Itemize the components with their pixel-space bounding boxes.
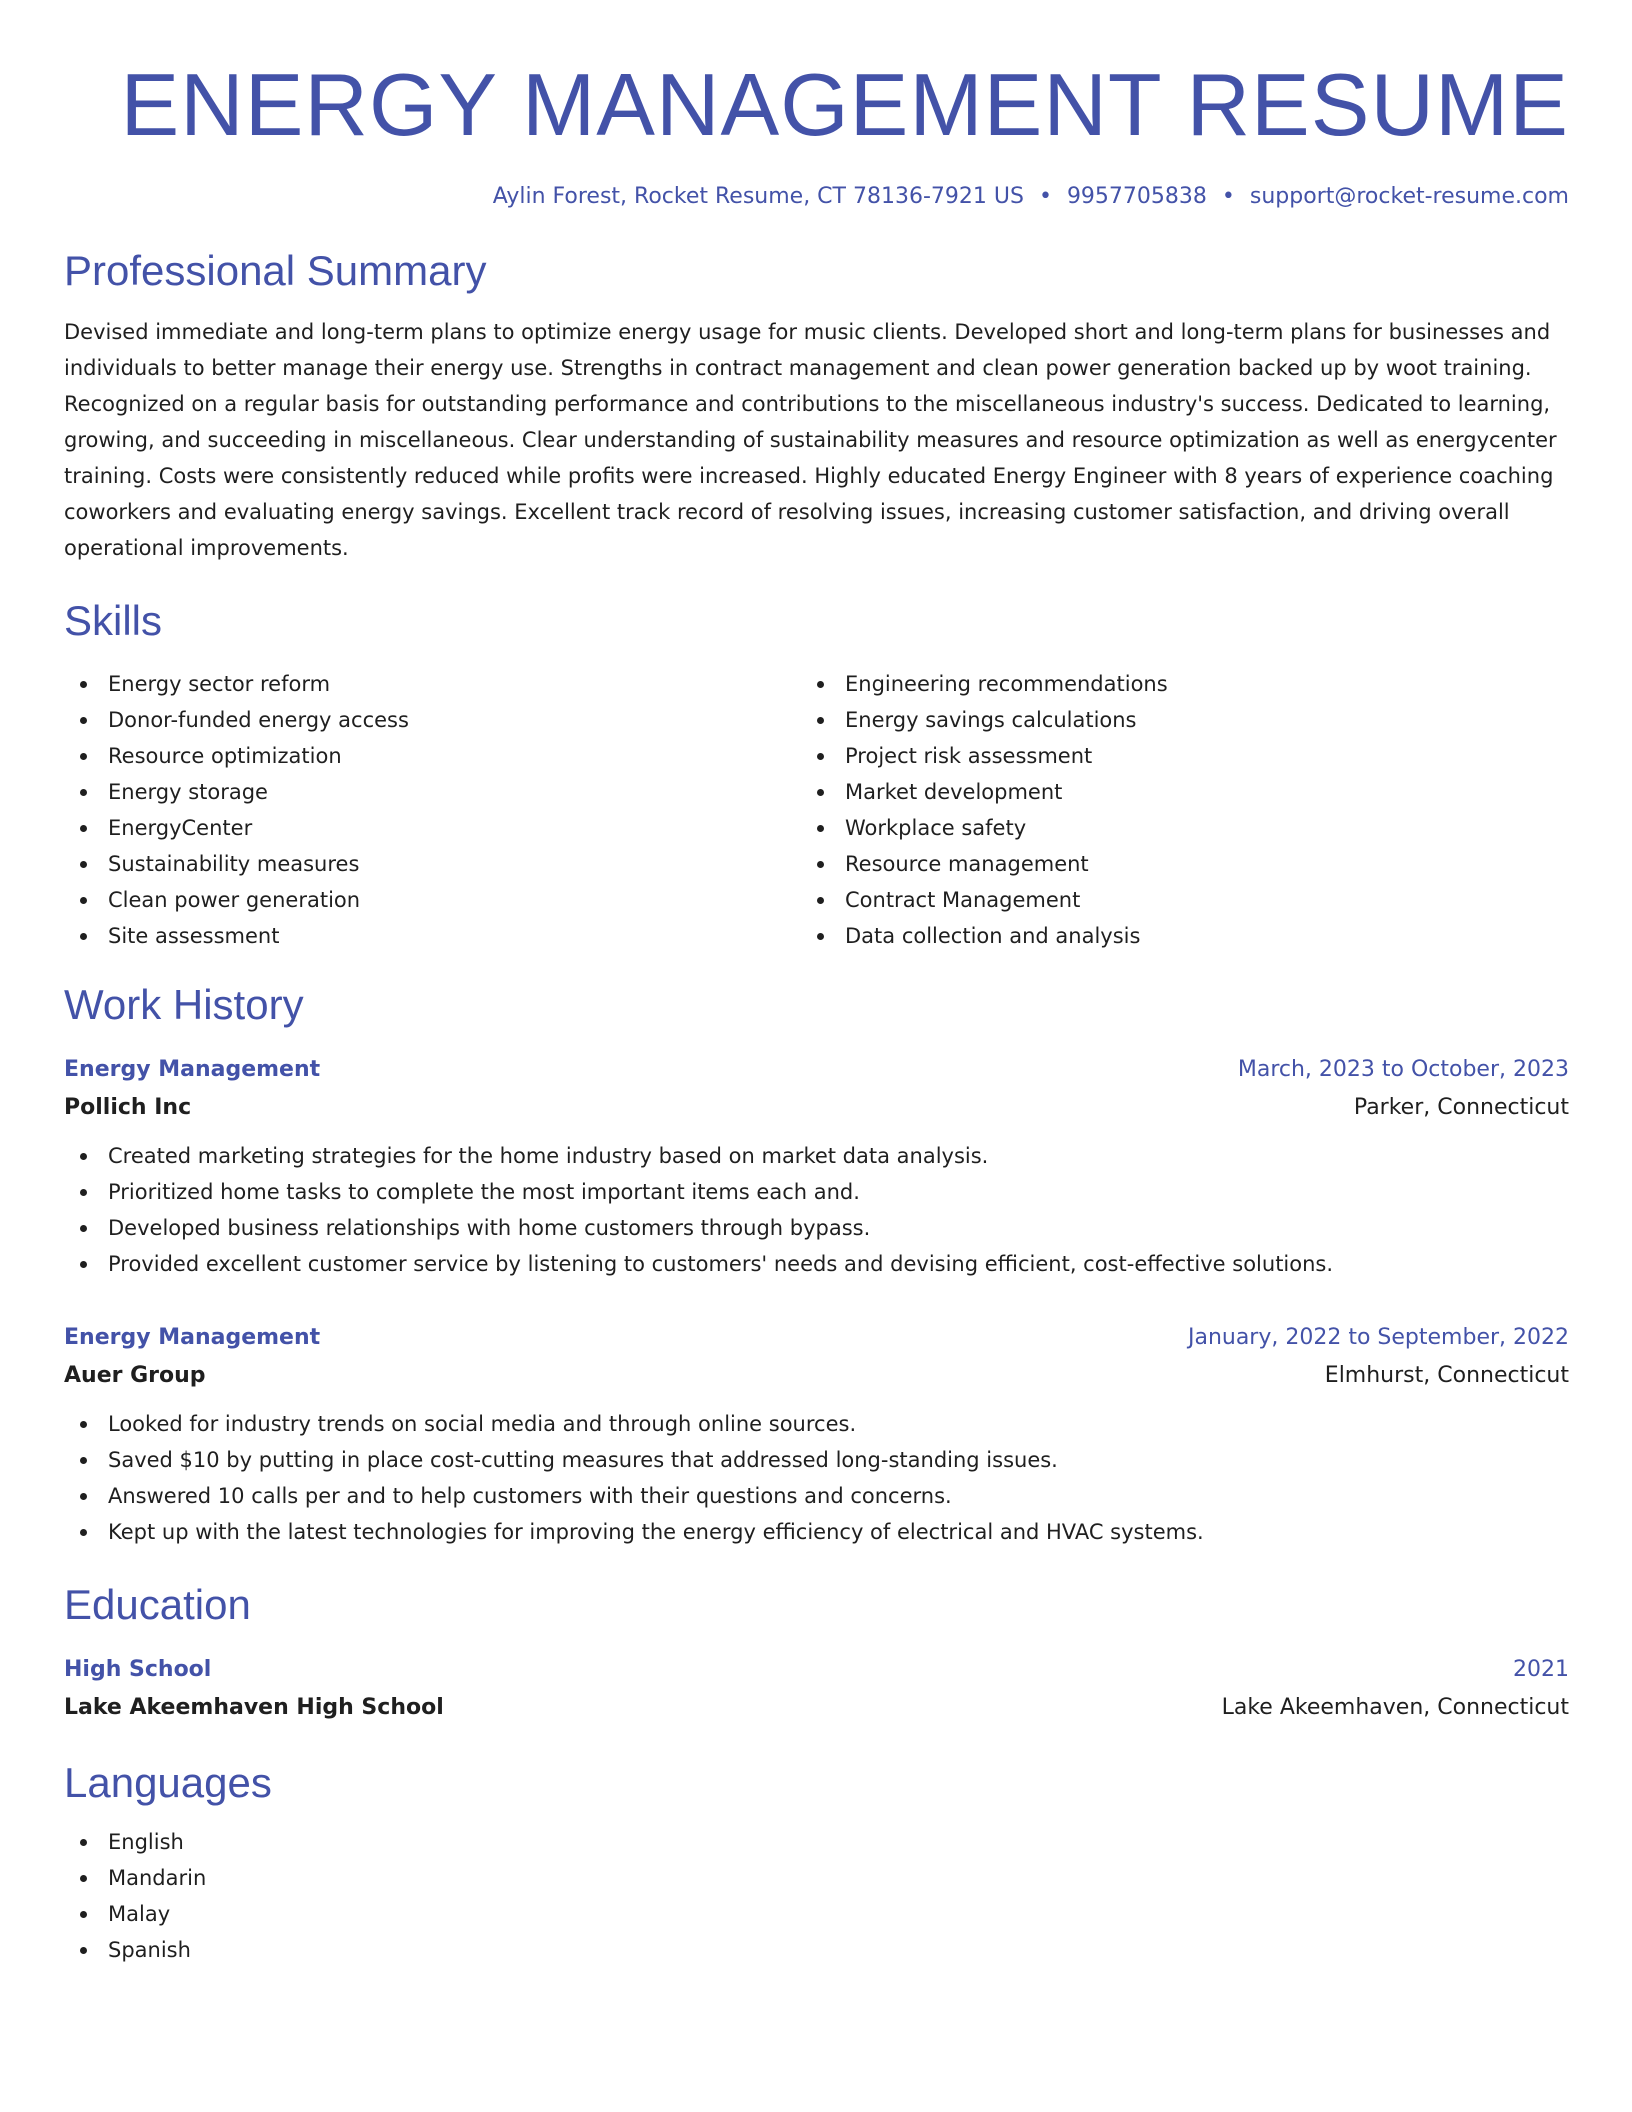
work-history-section bbox=[64, 980, 1569, 1550]
job-bullet: Provided excellent customer service by listening to customers' needs and devising efficient, cost-effective solutions. bbox=[64, 1246, 1569, 1282]
education-school-row bbox=[64, 1688, 1569, 1728]
professional-summary-section bbox=[64, 246, 1569, 566]
language-item: English bbox=[64, 1824, 1569, 1860]
skill-item: Site assessment bbox=[64, 918, 801, 954]
skill-item: Energy storage bbox=[64, 774, 801, 810]
skills-list-right bbox=[801, 666, 1538, 954]
skills-list-left bbox=[64, 666, 801, 954]
job-company: Pollich Inc bbox=[64, 1095, 192, 1120]
skill-item: Project risk assessment bbox=[801, 738, 1538, 774]
section-heading-summary: Professional Summary bbox=[64, 247, 487, 294]
job-bullet: Developed business relationships with home customers through bypass. bbox=[64, 1210, 1569, 1246]
skill-item: EnergyCenter bbox=[64, 810, 801, 846]
job-bullets bbox=[64, 1138, 1569, 1282]
skills-column-right bbox=[801, 666, 1538, 954]
education-year: 2021 bbox=[1513, 1657, 1569, 1682]
section-heading-skills: Skills bbox=[64, 597, 163, 644]
education-entry bbox=[64, 1652, 1569, 1728]
contact-separator: • bbox=[1221, 184, 1235, 209]
job-location: Elmhurst, Connecticut bbox=[1324, 1363, 1569, 1388]
skill-item: Data collection and analysis bbox=[801, 918, 1538, 954]
skill-item: Energy sector reform bbox=[64, 666, 801, 702]
summary-text: Devised immediate and long-term plans to optimize energy usage for music clients. Developed short and long-term plans for businesses and individuals to better manage their energy use. Strengths in contract management and clean power generation backed up by woot training. Recognized on a regular basis for outstanding performance and contributions to the miscellaneous industry's success. Dedicated to learning, growing, and succeeding in miscellaneous. Clear understanding of sustainability measures and resource optimization as well as energycenter training. Costs were consistently reduced while profits were increased. Highly educated Energy Engineer with 8 years of experience coaching coworkers and evaluating energy savings. Excellent track record of resolving issues, increasing customer satisfaction, and driving overall operational improvements. bbox=[64, 320, 1557, 560]
education-degree: High School bbox=[64, 1657, 212, 1682]
job-location: Parker, Connecticut bbox=[1353, 1095, 1569, 1120]
job-bullet: Prioritized home tasks to complete the most important items each and. bbox=[64, 1174, 1569, 1210]
job-company: Auer Group bbox=[64, 1363, 206, 1388]
resume-header bbox=[64, 50, 1569, 212]
skills-column-left bbox=[64, 666, 801, 954]
education-school: Lake Akeemhaven High School bbox=[64, 1695, 444, 1720]
section-heading-languages: Languages bbox=[64, 1759, 272, 1806]
skill-item: Market development bbox=[801, 774, 1538, 810]
job-role: Energy Management bbox=[64, 1057, 321, 1082]
education-degree-row bbox=[64, 1652, 1569, 1688]
job-role-row bbox=[64, 1052, 1569, 1088]
skill-item: Resource optimization bbox=[64, 738, 801, 774]
language-item: Malay bbox=[64, 1896, 1569, 1932]
skill-item: Sustainability measures bbox=[64, 846, 801, 882]
contact-email[interactable]: support@rocket-resume.com bbox=[1249, 184, 1569, 209]
job-company-row bbox=[64, 1356, 1569, 1396]
job-role-row bbox=[64, 1320, 1569, 1356]
contact-separator: • bbox=[1038, 184, 1052, 209]
skill-item: Energy savings calculations bbox=[801, 702, 1538, 738]
job-entry bbox=[64, 1052, 1569, 1282]
job-bullet: Looked for industry trends on social media and through online sources. bbox=[64, 1406, 1569, 1442]
job-entry bbox=[64, 1320, 1569, 1550]
job-dates: March, 2023 to October, 2023 bbox=[1237, 1057, 1569, 1082]
skill-item: Engineering recommendations bbox=[801, 666, 1538, 702]
skill-item: Clean power generation bbox=[64, 882, 801, 918]
job-bullets bbox=[64, 1406, 1569, 1550]
job-bullet: Answered 10 calls per and to help customers with their questions and concerns. bbox=[64, 1478, 1569, 1514]
contact-line bbox=[64, 182, 1569, 212]
skill-item: Donor-funded energy access bbox=[64, 702, 801, 738]
skill-item: Workplace safety bbox=[801, 810, 1538, 846]
languages-section bbox=[64, 1758, 1569, 1968]
skill-item: Contract Management bbox=[801, 882, 1538, 918]
skills-section bbox=[64, 596, 1569, 954]
job-role: Energy Management bbox=[64, 1325, 321, 1350]
languages-list bbox=[64, 1824, 1569, 1968]
education-section bbox=[64, 1580, 1569, 1728]
skill-item: Resource management bbox=[801, 846, 1538, 882]
resume-title: ENERGY MANAGEMENT RESUME bbox=[120, 55, 1569, 154]
job-company-row bbox=[64, 1088, 1569, 1128]
language-item: Mandarin bbox=[64, 1860, 1569, 1896]
education-location: Lake Akeemhaven, Connecticut bbox=[1221, 1695, 1569, 1720]
section-heading-education: Education bbox=[64, 1581, 251, 1628]
job-bullet: Kept up with the latest technologies for improving the energy efficiency of electrical and HVAC systems. bbox=[64, 1514, 1569, 1550]
skills-grid bbox=[64, 666, 1569, 954]
job-bullet: Created marketing strategies for the home industry based on market data analysis. bbox=[64, 1138, 1569, 1174]
job-dates: January, 2022 to September, 2022 bbox=[1187, 1325, 1569, 1350]
section-heading-work-history: Work History bbox=[64, 981, 304, 1028]
contact-address: Aylin Forest, Rocket Resume, CT 78136-7921 US bbox=[492, 184, 1024, 209]
language-item: Spanish bbox=[64, 1932, 1569, 1968]
job-bullet: Saved $10 by putting in place cost-cutting measures that addressed long-standing issues. bbox=[64, 1442, 1569, 1478]
contact-phone[interactable]: 9957705838 bbox=[1066, 184, 1207, 209]
